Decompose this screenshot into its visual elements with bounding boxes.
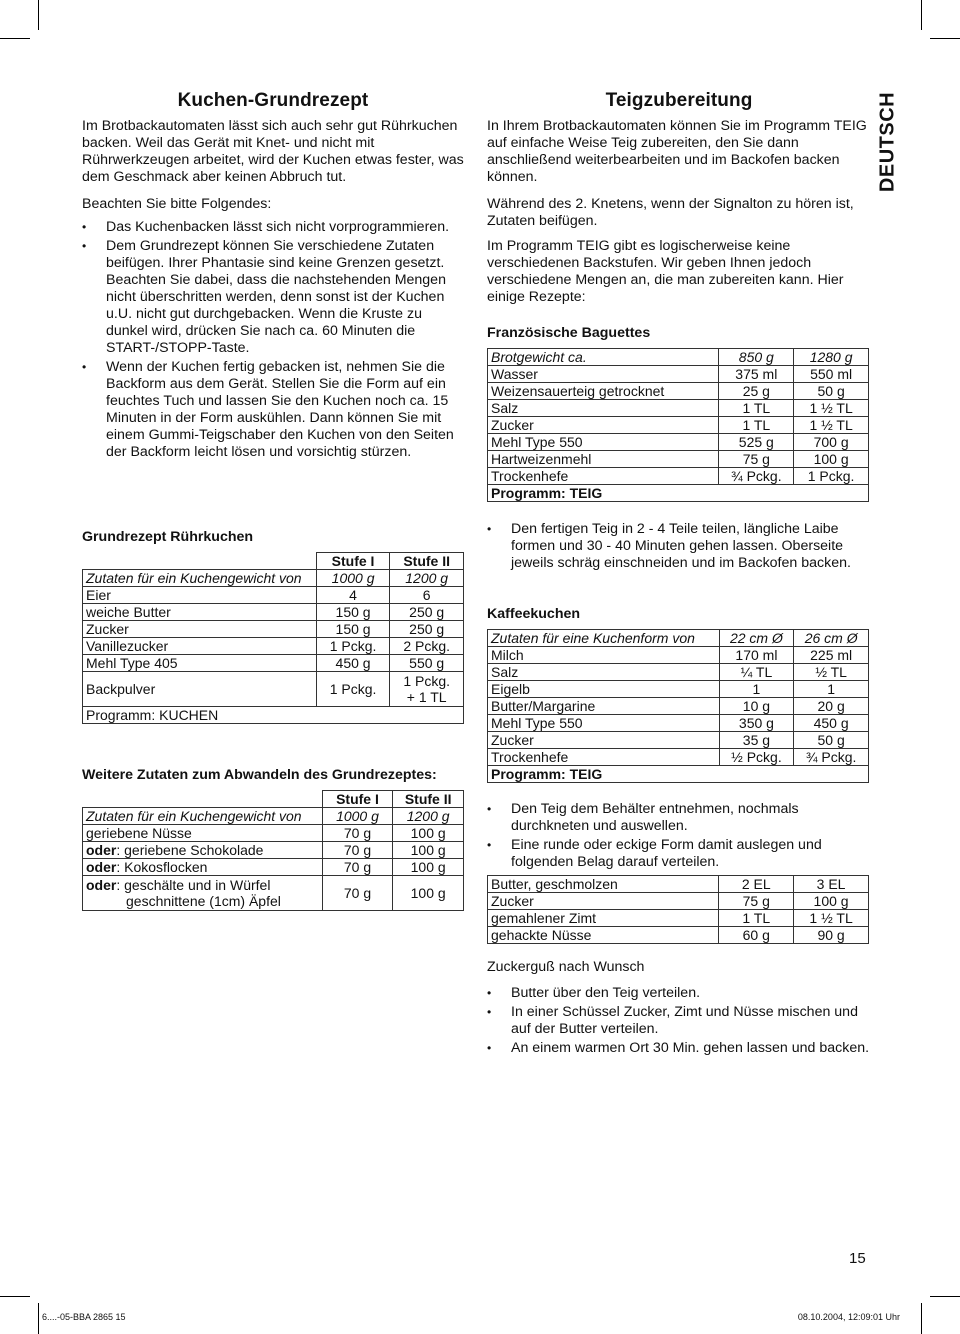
table-row <box>83 604 464 621</box>
table-cell: Eigelb <box>488 681 720 698</box>
table2-heading: Weitere Zutaten zum Abwandeln des Grundrezeptes: <box>82 767 437 783</box>
table-cell: 700 g <box>794 434 869 451</box>
right-column <box>487 90 871 316</box>
table-cell: Backpulver <box>83 672 317 707</box>
table-row <box>488 910 869 927</box>
table-cell: 250 g <box>390 604 464 621</box>
table-cell: 1 TL <box>719 417 794 434</box>
program-cell: Programm: KUCHEN <box>83 707 464 724</box>
cell-line: + 1 TL <box>406 689 447 705</box>
table-cell: Salz <box>488 664 720 681</box>
table-row <box>488 664 869 681</box>
table-cell: 450 g <box>794 715 869 732</box>
table-cell: 150 g <box>316 604 390 621</box>
table-cell: 170 ml <box>719 647 794 664</box>
table-cell: 2 EL <box>719 876 794 893</box>
table-cell: Hartweizenmehl <box>488 451 719 468</box>
note-heading: Beachten Sie bitte Folgendes: <box>82 196 272 212</box>
table-cell: 70 g <box>322 842 393 859</box>
recipe-table-kaffeekuchen <box>487 629 869 783</box>
list-item: • Den fertigen Teig in 2 - 4 Teile teilen, längliche Laibe formen und 30 - 40 Minuten gehen lassen. Oberseite jeweils schräg einschneiden und im Backofen backen. <box>487 521 871 572</box>
table-row <box>488 366 869 383</box>
table-cell: 1 Pckg. <box>794 468 869 485</box>
table-header-row <box>83 553 464 570</box>
table-cell: weiche Butter <box>83 604 317 621</box>
footer-right: 08.10.2004, 12:09:01 Uhr <box>797 1312 900 1322</box>
table1-heading: Grundrezept Rührkuchen <box>82 529 254 545</box>
language-tab <box>876 92 900 192</box>
table-row <box>488 893 869 910</box>
list-item: • Butter über den Teig verteilen. <box>487 985 871 1002</box>
table-row <box>83 876 464 911</box>
table-cell: gehackte Nüsse <box>488 927 719 944</box>
table-cell: 1000 g <box>316 570 390 587</box>
table-cell: 70 g <box>322 876 393 911</box>
table-cell: Butter, geschmolzen <box>488 876 719 893</box>
table-cell: Vanillezucker <box>83 638 317 655</box>
table-cell: 10 g <box>719 698 794 715</box>
cell-line: geschnittene (1cm) Äpfel <box>126 893 281 909</box>
table-cell: ½ TL <box>794 664 869 681</box>
table-row <box>488 698 869 715</box>
cell-line <box>86 877 319 893</box>
or-label: oder <box>86 842 117 858</box>
crop-mark <box>930 1296 960 1297</box>
recipe-table-belag <box>487 875 869 944</box>
program-cell: Programm: TEIG <box>488 766 869 783</box>
table-header-row <box>83 791 464 808</box>
right-paragraph: Während des 2. Knetens, wenn der Signalton zu hören ist, Zutaten beifügen. <box>487 196 854 229</box>
table-cell: 1 Pckg. <box>316 638 390 655</box>
table-cell: 150 g <box>316 621 390 638</box>
table-cell <box>390 672 464 707</box>
baguette-steps <box>487 521 871 574</box>
table-cell: geriebene Nüsse <box>83 825 323 842</box>
table-cell: Milch <box>488 647 720 664</box>
table-cell: 100 g <box>393 842 464 859</box>
table-cell: 100 g <box>393 859 464 876</box>
table-cell: Zucker <box>488 417 719 434</box>
table-cell: 6 <box>390 587 464 604</box>
crop-mark <box>0 1296 30 1297</box>
cell-line: 1 Pckg. <box>403 673 451 689</box>
table-cell: Stufe I <box>316 553 390 570</box>
table-cell <box>83 859 323 876</box>
table-cell: ¾ Pckg. <box>719 468 794 485</box>
table-row <box>83 808 464 825</box>
table-cell <box>83 553 317 570</box>
table-cell: ¼ TL <box>719 664 794 681</box>
list-item: • In einer Schüssel Zucker, Zimt und Nüsse mischen und auf der Butter verteilen. <box>487 1004 871 1038</box>
table-cell: ½ Pckg. <box>719 749 794 766</box>
table-row <box>488 417 869 434</box>
table-cell: 75 g <box>719 893 794 910</box>
table-cell: 50 g <box>794 383 869 400</box>
table-cell: Zutaten für ein Kuchengewicht von <box>83 808 323 825</box>
table-cell: 1 ½ TL <box>794 400 869 417</box>
right-paragraph: Im Programm TEIG gibt es logischerweise keine verschiedenen Backstufen. Wir geben Ihnen jedoch verschiedene Mengen an, die man zubereiten kann. Hier einige Rezepte: <box>487 238 844 305</box>
table-cell: 50 g <box>794 732 869 749</box>
table-cell: Stufe I <box>322 791 393 808</box>
table-row <box>83 842 464 859</box>
table-cell <box>83 791 323 808</box>
table-row <box>488 732 869 749</box>
table-cell: Weizensauerteig getrocknet <box>488 383 719 400</box>
cell-text: : Kokosflocken <box>116 859 208 875</box>
table-cell: 850 g <box>719 349 794 366</box>
crop-mark <box>921 0 922 30</box>
table-cell: Trockenhefe <box>488 468 719 485</box>
table-cell: 550 g <box>390 655 464 672</box>
table-row <box>488 876 869 893</box>
table-row <box>83 587 464 604</box>
table-cell: Salz <box>488 400 719 417</box>
table-row <box>488 400 869 417</box>
table-cell: 1200 g <box>393 808 464 825</box>
table-row <box>488 647 869 664</box>
table-cell: 350 g <box>719 715 794 732</box>
table-cell: Stufe II <box>393 791 464 808</box>
table-cell: 4 <box>316 587 390 604</box>
table-row <box>488 485 869 502</box>
table-cell: 100 g <box>794 451 869 468</box>
language-label: DEUTSCH <box>876 91 899 193</box>
right-paragraph: In Ihrem Brotbackautomaten können Sie im Programm TEIG auf einfache Weise Teig zubereiten, den Sie dann anschließend weiterbearbeiten und im Backofen backen können. <box>487 118 867 185</box>
crop-mark <box>0 38 30 39</box>
final-steps <box>487 985 871 1059</box>
table-cell: 525 g <box>719 434 794 451</box>
table-cell: Wasser <box>488 366 719 383</box>
program-cell: Programm: TEIG <box>488 485 869 502</box>
table-cell: Zucker <box>488 732 720 749</box>
table-cell: 70 g <box>322 825 393 842</box>
left-column <box>82 90 464 463</box>
table-cell: Zucker <box>488 893 719 910</box>
table-cell: 1000 g <box>322 808 393 825</box>
table-cell: 1 <box>719 681 794 698</box>
table-cell: 1 <box>794 681 869 698</box>
note-list <box>82 219 464 461</box>
table-cell: 550 ml <box>794 366 869 383</box>
table-cell: Zucker <box>83 621 317 638</box>
list-item: • Eine runde oder eckige Form damit auslegen und folgenden Belag darauf verteilen. <box>487 837 871 871</box>
table-row <box>488 349 869 366</box>
table-cell: 1 TL <box>719 910 794 927</box>
table-cell: 20 g <box>794 698 869 715</box>
table-cell: 100 g <box>794 893 869 910</box>
table-cell: ¾ Pckg. <box>794 749 869 766</box>
table-row <box>83 672 464 707</box>
table-row <box>83 859 464 876</box>
recipe-table-ruehrkuchen <box>82 552 464 724</box>
table-cell: 100 g <box>393 876 464 911</box>
table-row <box>83 621 464 638</box>
table-cell <box>83 842 323 859</box>
table-cell: Mehl Type 550 <box>488 434 719 451</box>
table-cell: 90 g <box>794 927 869 944</box>
table-cell <box>83 876 323 911</box>
table-row <box>488 434 869 451</box>
or-label: oder <box>86 859 117 875</box>
table-cell: Zutaten für eine Kuchenform von <box>488 630 720 647</box>
footer-left: 6....-05-BBA 2865 15 <box>42 1312 126 1322</box>
kaffee-steps <box>487 801 871 873</box>
right-section-title: Teigzubereitung <box>605 90 753 111</box>
list-item: • Wenn der Kuchen fertig gebacken ist, nehmen Sie die Backform aus dem Gerät. Stellen Sie die Form auf ein feuchtes Tuch und lassen Sie den Kuchen noch ca. 15 Minuten in der Form auskühlen. Dann können Sie mit einem Gummi-Teigschaber den Kuchen von den Seiten der Backform leicht lösen und vorsichtig stürzen. <box>82 359 464 461</box>
zuckerguss-note: Zuckerguß nach Wunsch <box>487 959 645 975</box>
table-cell: 1280 g <box>794 349 869 366</box>
table-cell: 22 cm Ø <box>719 630 794 647</box>
crop-mark <box>38 1303 39 1334</box>
table-cell: Mehl Type 405 <box>83 655 317 672</box>
table-row <box>488 681 869 698</box>
table-row <box>488 749 869 766</box>
table-row <box>488 715 869 732</box>
table-cell: 1 TL <box>719 400 794 417</box>
table-cell: 25 g <box>719 383 794 400</box>
table-cell: gemahlener Zimt <box>488 910 719 927</box>
table-row <box>488 451 869 468</box>
table-cell: 60 g <box>719 927 794 944</box>
left-section-title: Kuchen-Grundrezept <box>177 90 369 111</box>
table-cell: 35 g <box>719 732 794 749</box>
table-cell: Stufe II <box>390 553 464 570</box>
table-row <box>488 383 869 400</box>
table-cell: 2 Pckg. <box>390 638 464 655</box>
table-row <box>488 630 869 647</box>
table-cell: 225 ml <box>794 647 869 664</box>
crop-mark <box>38 0 39 30</box>
table-cell: Brotgewicht ca. <box>488 349 719 366</box>
table-cell: 75 g <box>719 451 794 468</box>
kaffee-heading: Kaffeekuchen <box>487 606 581 622</box>
table-cell: 100 g <box>393 825 464 842</box>
table-cell: 26 cm Ø <box>794 630 869 647</box>
list-item: • Das Kuchenbacken lässt sich nicht vorprogrammieren. <box>82 219 464 236</box>
table-cell: 450 g <box>316 655 390 672</box>
table-cell: 3 EL <box>794 876 869 893</box>
table-cell: Butter/Margarine <box>488 698 720 715</box>
baguette-heading: Französische Baguettes <box>487 325 651 341</box>
recipe-table-baguettes <box>487 348 869 502</box>
table-row <box>83 638 464 655</box>
recipe-table-variations <box>82 790 464 911</box>
table-row <box>488 468 869 485</box>
table-row <box>488 766 869 783</box>
cell-text: : geriebene Schokolade <box>116 842 264 858</box>
table-cell: 1 Pckg. <box>316 672 390 707</box>
table-cell: Trockenhefe <box>488 749 720 766</box>
table-cell: 70 g <box>322 859 393 876</box>
crop-mark <box>921 1303 922 1334</box>
page-number: 15 <box>849 1250 866 1267</box>
left-intro: Im Brotbackautomaten lässt sich auch sehr gut Rührkuchen backen. Weil das Gerät mit Knet- und nicht mit Rührwerkzeugen arbeitet, wird der Kuchen etwas fester, was dem Geschmack aber keinen Abbruch tut. <box>82 118 464 185</box>
table-cell: 1200 g <box>390 570 464 587</box>
cell-text: : geschälte und in Würfel <box>116 877 271 893</box>
table-cell: Mehl Type 550 <box>488 715 720 732</box>
table-cell: 375 ml <box>719 366 794 383</box>
table-row <box>83 655 464 672</box>
table-cell: Zutaten für ein Kuchengewicht von <box>83 570 317 587</box>
table-cell: 1 ½ TL <box>794 417 869 434</box>
table-cell: 250 g <box>390 621 464 638</box>
table-row <box>83 570 464 587</box>
table-row <box>83 707 464 724</box>
table-cell: Eier <box>83 587 317 604</box>
table-row <box>488 927 869 944</box>
table-row <box>83 825 464 842</box>
crop-mark <box>930 38 960 39</box>
table-cell: 1 ½ TL <box>794 910 869 927</box>
list-item: • Den Teig dem Behälter entnehmen, nochmals durchkneten und auswellen. <box>487 801 871 835</box>
list-item: • An einem warmen Ort 30 Min. gehen lassen und backen. <box>487 1040 871 1057</box>
or-label: oder <box>86 877 117 893</box>
list-item: • Dem Grundrezept können Sie verschiedene Zutaten beifügen. Ihrer Phantasie sind keine Grenzen gesetzt. Beachten Sie dabei, dass die nachstehenden Mengen nicht überschritten werden, denn sonst ist der Kuchen u.U. nicht gut durchgebacken. Wenn die Kruste zu dunkel wird, drücken Sie nach ca. 60 Minuten die START-/STOPP-Taste. <box>82 238 464 357</box>
